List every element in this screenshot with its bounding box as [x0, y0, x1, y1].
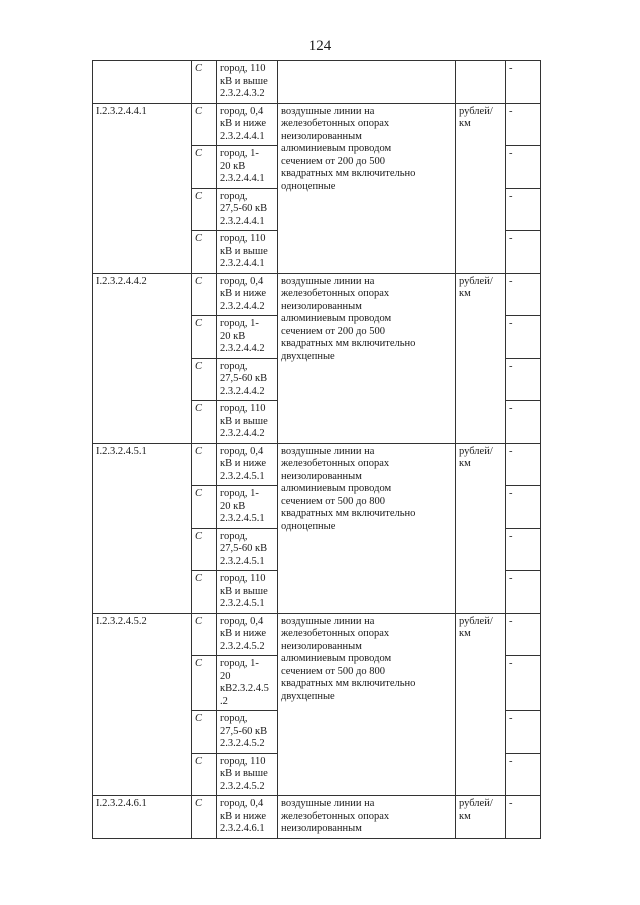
category-line: город, 110	[220, 63, 266, 74]
category-line: город, 0,4	[220, 105, 264, 117]
category-line: город, 110	[220, 755, 266, 767]
description-line: воздушные линии на	[281, 275, 375, 287]
row-symbol: C	[192, 486, 217, 529]
row-value: -	[506, 358, 541, 401]
page-number: 124	[308, 38, 332, 54]
row-symbol: C	[192, 528, 217, 571]
row-value: -	[506, 443, 541, 486]
description-line: железобетонных опорах	[281, 628, 390, 639]
row-value: -	[506, 711, 541, 754]
unit-line: км	[459, 810, 471, 822]
description-line: неизолированным	[281, 300, 362, 312]
description-line: железобетонных опорах	[281, 810, 390, 822]
description-line: железобетонных опорах	[281, 118, 390, 129]
description-line: сечением от 200 до 500	[281, 155, 385, 167]
row-symbol: C	[192, 753, 217, 796]
row-symbol: C	[192, 401, 217, 444]
table-row	[93, 443, 541, 486]
description-line: сечением от 200 до 500	[281, 325, 385, 337]
row-value: -	[506, 753, 541, 796]
table-row	[93, 273, 541, 316]
row-value: -	[506, 486, 541, 529]
row-symbol: C	[192, 103, 217, 146]
category-line: 2.3.2.4.4.1	[220, 215, 265, 227]
category-line: 2.3.2.4.5.2	[220, 780, 265, 792]
row-value: -	[506, 613, 541, 656]
category-line: 2.3.2.4.3.2	[220, 88, 265, 99]
table-row	[93, 796, 541, 839]
row-unit	[456, 61, 506, 104]
row-code: I.2.3.2.4.5.2	[93, 613, 192, 796]
row-symbol: C	[192, 656, 217, 711]
description-line: воздушные линии на	[281, 105, 375, 117]
category-line: город,	[220, 530, 248, 542]
row-description	[278, 443, 456, 613]
category-line: кВ и ниже	[220, 810, 266, 822]
category-line: 2.3.2.4.4.1	[220, 130, 265, 142]
row-unit	[456, 443, 506, 613]
category-line: 2.3.2.4.5.1	[220, 598, 265, 609]
description-line: квадратных мм включительно	[281, 678, 416, 689]
row-description	[278, 103, 456, 273]
category-line: город, 110	[220, 403, 266, 414]
row-category	[217, 61, 278, 104]
category-line: кВ и ниже	[220, 288, 266, 299]
row-category	[217, 753, 278, 796]
row-category	[217, 401, 278, 444]
row-category	[217, 528, 278, 571]
row-symbol: C	[192, 358, 217, 401]
description-line: одноцепные	[281, 180, 336, 192]
row-value: -	[506, 188, 541, 231]
description-line: сечением от 500 до 800	[281, 665, 385, 677]
row-value: -	[506, 796, 541, 839]
category-line: .2	[220, 695, 228, 707]
category-line: кВ и выше	[220, 768, 268, 779]
description-line: неизолированным	[281, 130, 362, 142]
unit-line: км	[459, 458, 471, 469]
row-symbol: C	[192, 273, 217, 316]
category-line: город,	[220, 360, 248, 372]
category-line: 2.3.2.4.4.2	[220, 428, 265, 439]
category-line: кВ и ниже	[220, 458, 266, 469]
unit-line: рублей/	[459, 275, 493, 287]
row-category	[217, 613, 278, 656]
row-category	[217, 146, 278, 189]
description-line: алюминиевым проводом	[281, 143, 392, 154]
row-value: -	[506, 146, 541, 189]
unit-line: рублей/	[459, 105, 493, 117]
description-line: квадратных мм включительно	[281, 168, 416, 179]
description-line: железобетонных опорах	[281, 288, 390, 299]
table-body	[93, 61, 541, 839]
row-unit	[456, 613, 506, 796]
unit-line: км	[459, 288, 471, 299]
category-line: 27,5-60 кВ	[220, 373, 268, 384]
row-symbol: C	[192, 571, 217, 614]
category-line: 2.3.2.4.4.1	[220, 173, 265, 184]
category-line: город, 0,4	[220, 798, 264, 809]
category-line: 2.3.2.4.5.2	[220, 738, 265, 749]
table-row	[93, 103, 541, 146]
category-line: город, 1-	[220, 148, 259, 159]
category-line: кВ и ниже	[220, 118, 266, 129]
row-symbol: C	[192, 796, 217, 839]
row-symbol: C	[192, 231, 217, 274]
row-unit	[456, 103, 506, 273]
row-value: -	[506, 231, 541, 274]
table-row	[93, 613, 541, 656]
row-code: I.2.3.2.4.6.1	[93, 796, 192, 839]
row-value: -	[506, 103, 541, 146]
row-category	[217, 571, 278, 614]
row-value: -	[506, 273, 541, 316]
row-unit	[456, 273, 506, 443]
row-category	[217, 656, 278, 711]
description-line: алюминиевым проводом	[281, 483, 392, 494]
row-description	[278, 613, 456, 796]
unit-line: км	[459, 628, 471, 639]
category-line: город, 1-	[220, 318, 259, 329]
unit-line: рублей/	[459, 445, 493, 457]
category-line: кВ и выше	[220, 245, 268, 257]
description-line: квадратных мм включительно	[281, 338, 416, 349]
row-category	[217, 103, 278, 146]
description-line: воздушные линии на	[281, 798, 375, 809]
row-category	[217, 443, 278, 486]
description-line: двухцепные	[281, 350, 335, 362]
category-line: кВ и выше	[220, 415, 268, 427]
category-line: 2.3.2.4.5.2	[220, 640, 265, 652]
description-line: алюминиевым проводом	[281, 313, 392, 324]
row-symbol: C	[192, 711, 217, 754]
row-code: I.2.3.2.4.4.1	[93, 103, 192, 273]
category-line: 2.3.2.4.5.1	[220, 555, 265, 567]
row-category	[217, 358, 278, 401]
category-line: город, 0,4	[220, 445, 264, 457]
category-line: город, 0,4	[220, 275, 264, 287]
row-code: I.2.3.2.4.4.2	[93, 273, 192, 443]
row-symbol: C	[192, 443, 217, 486]
row-description	[278, 273, 456, 443]
description-line: железобетонных опорах	[281, 458, 390, 469]
category-line: город, 110	[220, 233, 266, 244]
category-line: город, 0,4	[220, 615, 264, 627]
row-value: -	[506, 571, 541, 614]
category-line: 2.3.2.4.4.2	[220, 300, 265, 312]
category-line: 27,5-60 кВ	[220, 203, 268, 214]
category-line: город, 110	[220, 573, 266, 584]
description-line: двухцепные	[281, 690, 335, 702]
description-line: алюминиевым проводом	[281, 653, 392, 664]
description-line: воздушные линии на	[281, 445, 375, 457]
category-line: 2.3.2.4.4.1	[220, 258, 265, 269]
description-line: воздушные линии на	[281, 615, 375, 627]
description-line: неизолированным	[281, 470, 362, 482]
category-line: 20 кВ	[220, 500, 246, 512]
row-category	[217, 316, 278, 359]
description-line: неизолированным	[281, 640, 362, 652]
tariff-table	[92, 60, 541, 839]
category-line: 27,5-60 кВ	[220, 725, 268, 737]
description-line: одноцепные	[281, 520, 336, 532]
category-line: кВ и выше	[220, 75, 268, 87]
row-unit	[456, 796, 506, 839]
category-line: 20 кВ	[220, 160, 246, 172]
category-line: город,	[220, 713, 248, 724]
category-line: 2.3.2.4.5.1	[220, 513, 265, 524]
row-value: -	[506, 528, 541, 571]
category-line: город, 1-	[220, 658, 259, 669]
category-line: город,	[220, 190, 248, 202]
row-value: -	[506, 656, 541, 711]
category-line: 2.3.2.4.4.2	[220, 385, 265, 397]
row-value: -	[506, 316, 541, 359]
row-category	[217, 231, 278, 274]
description-line: квадратных мм включительно	[281, 508, 416, 519]
category-line: кВ2.3.2.4.5	[220, 683, 269, 694]
description-line: сечением от 500 до 800	[281, 495, 385, 507]
unit-line: рублей/	[459, 615, 493, 627]
row-code: I.2.3.2.4.5.1	[93, 443, 192, 613]
row-category	[217, 188, 278, 231]
category-line: 20 кВ	[220, 330, 246, 342]
row-value: -	[506, 401, 541, 444]
category-line: 2.3.2.4.4.2	[220, 343, 265, 354]
description-line: неизолированным	[281, 823, 362, 834]
row-symbol: C	[192, 316, 217, 359]
row-symbol: C	[192, 188, 217, 231]
row-category	[217, 273, 278, 316]
category-line: кВ и выше	[220, 585, 268, 597]
row-symbol: C	[192, 613, 217, 656]
category-line: город, 1-	[220, 488, 259, 499]
category-line: кВ и ниже	[220, 628, 266, 639]
row-value: -	[506, 61, 541, 104]
unit-line: рублей/	[459, 798, 493, 809]
row-category	[217, 486, 278, 529]
category-line: 2.3.2.4.5.1	[220, 470, 265, 482]
category-line: 2.3.2.4.6.1	[220, 823, 265, 834]
unit-line: км	[459, 118, 471, 129]
row-description	[278, 796, 456, 839]
row-category	[217, 796, 278, 839]
category-line: 20	[220, 670, 231, 682]
row-code	[93, 61, 192, 104]
category-line: 27,5-60 кВ	[220, 543, 268, 554]
row-symbol: C	[192, 146, 217, 189]
row-symbol: C	[192, 61, 217, 104]
row-category	[217, 711, 278, 754]
row-description	[278, 61, 456, 104]
table-row	[93, 61, 541, 104]
